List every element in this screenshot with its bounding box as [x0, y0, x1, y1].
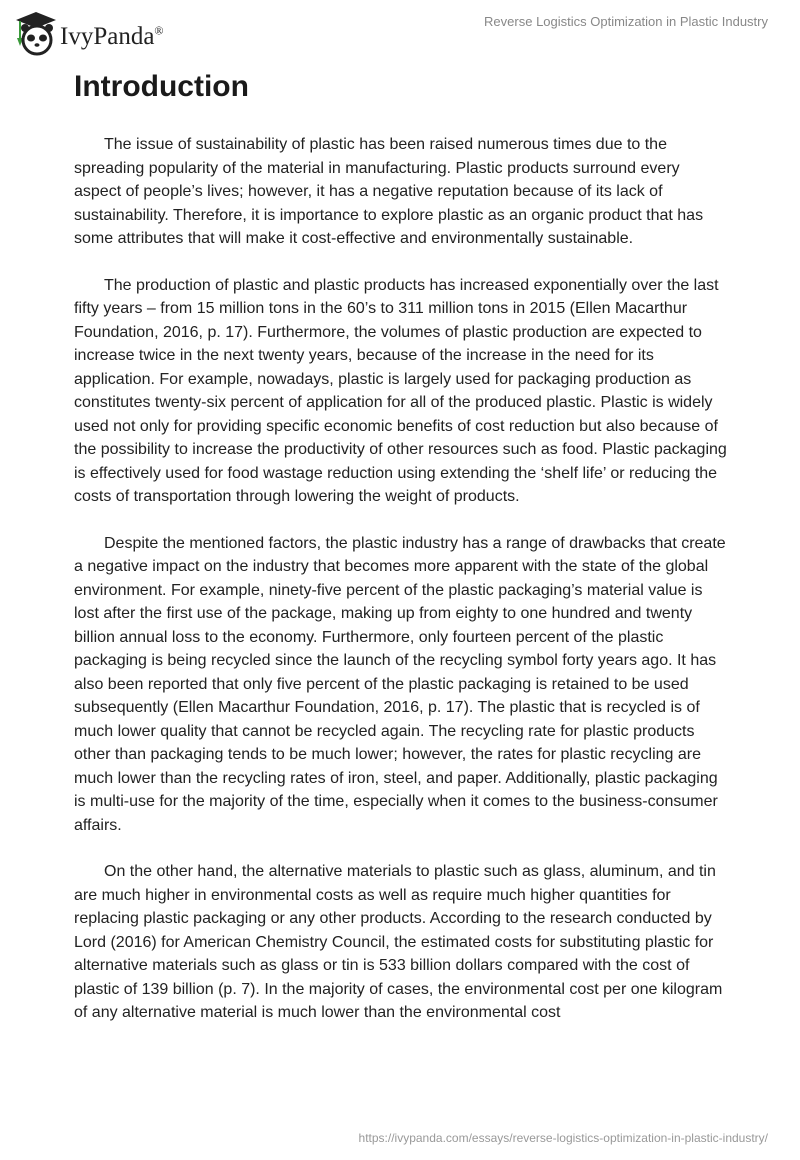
brand-text: IvyPanda — [60, 23, 155, 50]
source-url[interactable]: https://ivypanda.com/essays/reverse-logistics-optimization-in-plastic-industry/ — [358, 1131, 768, 1145]
ivypanda-logo[interactable] — [12, 8, 164, 56]
paragraph: Despite the mentioned factors, the plastic industry has a range of drawbacks that create a negative impact on the industry that becomes more apparent with the state of the global environment. For example, ninety-five percent of the plastic packaging’s material value is lost after the first use of the package, making up from eighty to one hundred and twenty billion annual loss to the economy. Furthermore, only fourteen percent of the plastic packaging is being recycled since the launch of the recycling symbol forty years ago. It has also been reported that only five percent of the plastic packaging is retained to be used subsequently (Ellen Macarthur Foundation, 2016, p. 17). The plastic that is recycled is of much lower quality that cannot be recycled again. The recycling rate for plastic products other than packaging tends to be much lower; however, the rates for plastic recycling are much lower than the recycling rates of iron, steel, and paper. Additionally, plastic packaging is multi-use for the majority of the time, especially when it comes to the business-consumer affairs. — [74, 534, 726, 834]
registered-mark: ® — [154, 23, 164, 38]
essay-body — [74, 133, 728, 1048]
section-heading: Introduction — [74, 70, 249, 103]
paragraph: The production of plastic and plastic products has increased exponentially over the last fifty years – from 15 million tons in the 60’s to 311 million tons in 2015 (Ellen Macarthur Foundation, 2016, p. 17). Furthermore, the volumes of plastic production are expected to increase twice in the next twenty years, because of the increase in the need for its application. For example, nowadays, plastic is largely used for packaging production as constitutes twenty-six percent of application for all of the produced plastic. Plastic is widely used not only for providing specific economic benefits of cost reduction but also because of the possibility to increase the productivity of other resources such as food. Plastic packaging is effectively used for food wastage reduction using extending the ‘shelf life’ or reducing the costs of transportation through lowering the weight of products. — [74, 276, 727, 505]
brand-name — [60, 23, 164, 51]
paragraph: On the other hand, the alternative materials to plastic such as glass, aluminum, and tin are much higher in environmental costs as well as require much higher quantities for replacing plastic packaging or any other products. According to the research conducted by Lord (2016) for American Chemistry Council, the estimated costs for substituting plastic for alternative materials such as glass or tin is 533 billion dollars compared with the cost of plastic of 139 billion (p. 7). In the majority of cases, the environmental cost per one kilogram of any alternative material is much lower than the environmental cost — [74, 863, 723, 1021]
document-title: Reverse Logistics Optimization in Plastic Industry — [484, 14, 768, 29]
paragraph: The issue of sustainability of plastic has been raised numerous times due to the spreading popularity of the material in manufacturing. Plastic products surround every aspect of people’s lives; however, it has a negative reputation because of its lack of sustainability. Therefore, it is importance to explore plastic as an organic product that has some attributes that will make it cost-effective and environmentally sustainable. — [74, 136, 704, 247]
panda-graduate-icon — [12, 8, 56, 56]
